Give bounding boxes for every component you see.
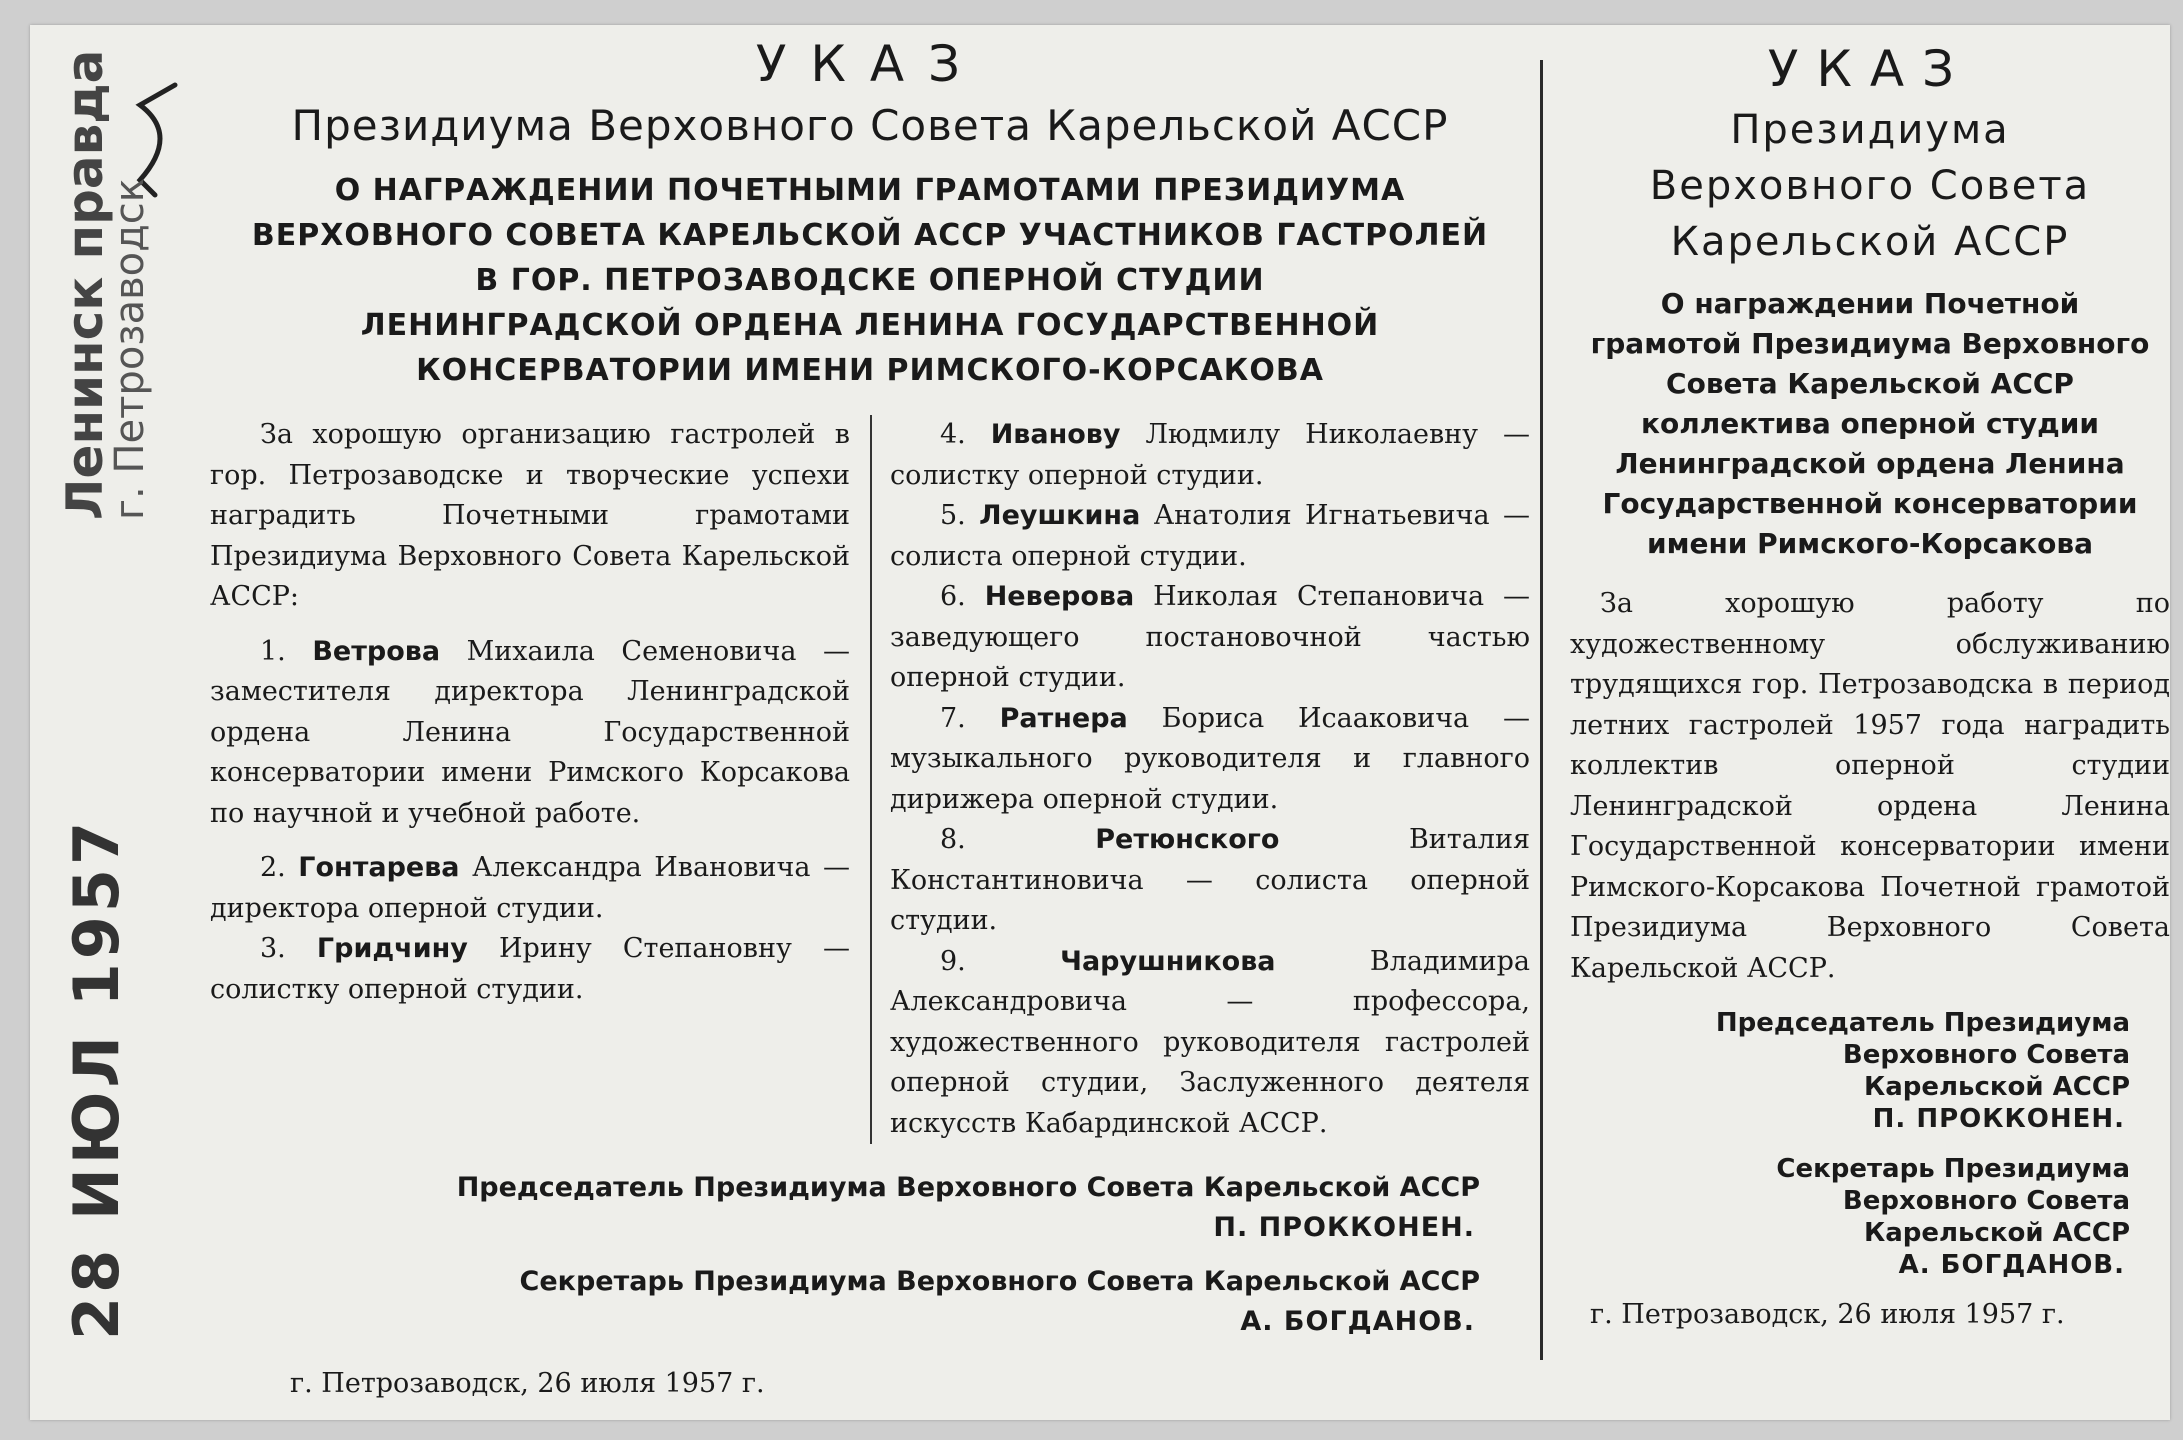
side-signatures (1570, 1007, 2170, 1281)
award-surname: Ратнера (999, 702, 1128, 734)
award-surname: Ветрова (312, 635, 441, 667)
award-item: 8. Ретюнского Виталия Константиновича — солиста оперной студии. (890, 824, 1530, 936)
main-title-line: ЛЕНИНГРАДСКОЙ ОРДЕНА ЛЕНИНА ГОСУДАРСТВЕННОЙ (360, 308, 1380, 343)
main-signatures (210, 1168, 1530, 1342)
award-item: 9. Чарушникова Владимира Александровича — профессора, художественного руководителя гастролей оперной студии, Заслуженного деятеля искусств Кабардинской АССР. (890, 945, 1530, 1139)
secretary-name: А. БОГДАНОВ. (1240, 1306, 1475, 1337)
chairman-name: П. ПРОККОНЕН. (1213, 1212, 1475, 1243)
side-secretary-line: Секретарь Президиума (1776, 1154, 2130, 1184)
award-surname: Иванову (990, 419, 1121, 450)
side-body: За хорошую работу по художественному обслуживанию трудящихся гор. Петрозаводска в период летних гастролей 1957 года наградить коллектив оперной студии Ленинградской ордена Ленина Государственной консерватории имени Римского-Корсакова Почетной грамотой Президиума Верховного Совета Карельской АССР. (1570, 588, 2170, 984)
chairman-title: Председатель Президиума Верховного Совета Карельской АССР (456, 1172, 1480, 1203)
award-surname: Гридчину (316, 933, 468, 964)
side-chairman-name: П. ПРОККОНЕН. (1872, 1104, 2125, 1134)
award-surname: Неверова (984, 581, 1135, 612)
side-decree (1570, 40, 2170, 1330)
side-title-line: О награждении Почетной (1660, 287, 2080, 320)
side-chairman-line: Карельской АССР (1863, 1072, 2130, 1102)
side-subheading (1570, 102, 2170, 270)
side-subheading-line: Карельской АССР (1670, 219, 2070, 265)
award-item: 4. Иванову Людмилу Николаевну — солистку оперной студии. (890, 419, 1530, 491)
main-title-line: ВЕРХОВНОГО СОВЕТА КАРЕЛЬСКОЙ АССР УЧАСТНИКОВ ГАСТРОЛЕЙ (251, 218, 1489, 253)
side-title-line: коллектива оперной студии (1641, 407, 2099, 440)
stamp-newspaper-name: Ленинск правда (56, 49, 114, 520)
side-secretary-line: Верховного Совета (1842, 1186, 2130, 1216)
main-decree (210, 35, 1530, 1399)
main-heading: УКАЗ (755, 35, 985, 93)
stamp-newspaper (56, 0, 153, 520)
award-item: 5. Леушкина Анатолия Игнатьевича — солиста оперной студии. (890, 500, 1530, 572)
date-stamp (56, 49, 153, 1340)
stamp-date: 28 ИЮЛ 1957 (60, 817, 133, 1340)
side-title-line: Ленинградской ордена Ленина (1615, 447, 2125, 480)
award-item: 7. Ратнера Бориса Исааковича — музыкального руководителя и главного дирижера оперной студии. (890, 702, 1530, 815)
award-surname: Леушкина (979, 500, 1141, 531)
side-title-line: Совета Карельской АССР (1666, 367, 2074, 400)
secretary-title: Секретарь Президиума Верховного Совета Карельской АССР (519, 1266, 1480, 1297)
side-title-line: грамотой Президиума Верховного (1590, 327, 2150, 360)
main-title-line: КОНСЕРВАТОРИИ ИМЕНИ РИМСКОГО-КОРСАКОВА (416, 353, 1324, 388)
main-title-line: О НАГРАЖДЕНИИ ПОЧЕТНЫМИ ГРАМОТАМИ ПРЕЗИДИУМА (334, 173, 1406, 208)
award-item: 6. Неверова Николая Степановича — заведующего постановочной частью оперной студии. (890, 581, 1531, 693)
award-surname: Чарушникова (1060, 945, 1276, 977)
right-column (870, 415, 1530, 1144)
award-surname: Ретюнского (1095, 824, 1280, 855)
award-surname: Гонтарева (298, 852, 460, 883)
award-item: 3. Гридчину Ирину Степановну — солистку оперной студии. (210, 933, 850, 1005)
side-chairman-line: Верховного Совета (1842, 1040, 2130, 1070)
main-title-line: В ГОР. ПЕТРОЗАВОДСКЕ ОПЕРНОЙ СТУДИИ (475, 263, 1265, 298)
column-rule (1540, 60, 1543, 1360)
decree-intro: За хорошую организацию гастролей в гор. Петрозаводске и творческие успехи наградить Почетными грамотами Президиума Верховного Совета Карельской АССР: (210, 419, 850, 612)
award-item: 2. Гонтарева Александра Ивановича — директора оперной студии. (210, 852, 851, 924)
award-item: 1. Ветрова Михаила Семеновича — заместителя директора Ленинградской ордена Ленина Государственной консерватории имени Римского Корсакова по научной и учебной работе. (210, 635, 851, 829)
main-title (210, 168, 1530, 393)
stamp-city: г. Петрозаводск (107, 178, 153, 520)
column-divider (870, 415, 872, 1144)
left-column (210, 415, 870, 1144)
side-place-date: г. Петрозаводск, 26 июля 1957 г. (1590, 1299, 2065, 1330)
side-secretary-name: А. БОГДАНОВ. (1898, 1250, 2125, 1280)
main-subheading: Президиума Верховного Совета Карельской АССР (291, 101, 1449, 150)
side-subheading-line: Верховного Совета (1649, 163, 2091, 209)
side-secretary-line: Карельской АССР (1863, 1218, 2130, 1248)
side-chairman-line: Председатель Президиума (1715, 1008, 2130, 1038)
side-title (1570, 284, 2170, 564)
side-heading: УКАЗ (1767, 40, 1973, 98)
side-subheading-line: Президиума (1730, 107, 2010, 153)
side-title-line: Государственной консерватории (1602, 487, 2138, 520)
side-title-line: имени Римского-Корсакова (1646, 527, 2094, 560)
decree-body (210, 415, 1530, 1144)
main-place-date: г. Петрозаводск, 26 июля 1957 г. (290, 1368, 765, 1399)
